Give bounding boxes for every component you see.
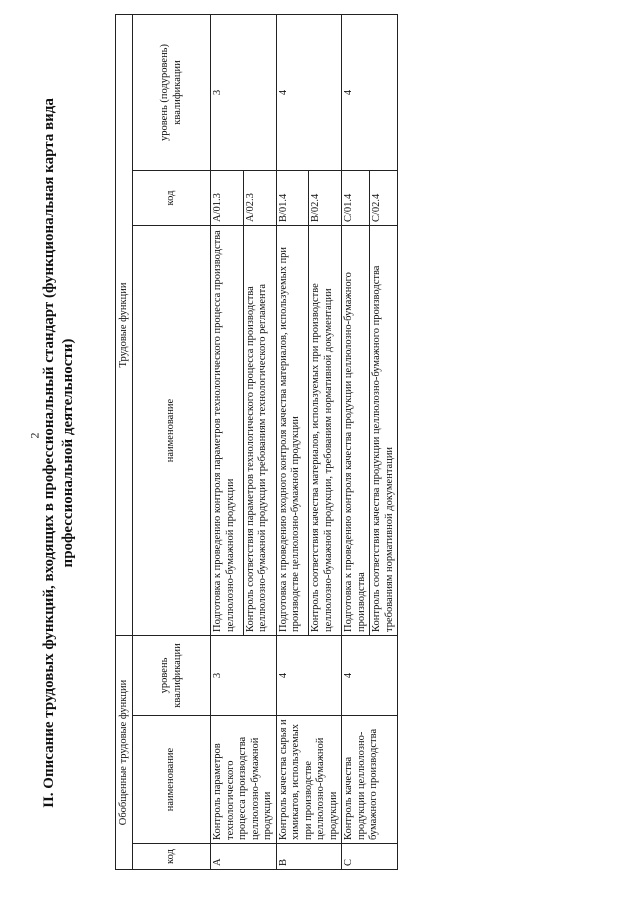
function-name: Подготовка к проведению контроля параметров технологического процесса производства целлюлозно-бумажной продукции	[211, 226, 244, 636]
header-generalized-functions: Обобщенные трудовые функции	[116, 636, 133, 870]
group-level: 4	[342, 636, 398, 716]
rotated-table-wrapper	[115, 15, 635, 870]
function-code: A/02.3	[243, 171, 276, 226]
header-gen-code: код	[133, 844, 211, 870]
function-code: B/01.4	[276, 171, 309, 226]
group-level: 4	[276, 636, 342, 716]
function-name: Подготовка к проведению контроля качества продукции целлюлозно-бумажного производства	[342, 226, 370, 636]
function-name: Контроль соответствия параметров технологического процесса производства целлюлозно-бумажной продукции требованиям технологического регламента	[243, 226, 276, 636]
group-name: Контроль качества продукции целлюлозно-бумажного производства	[342, 716, 398, 844]
group-code: C	[342, 844, 398, 870]
section-heading: II. Описание трудовых функций, входящих в профессиональный стандарт (функциональная карта вида профессиональной деятельности)	[41, 98, 76, 808]
header-gen-name: наименование	[133, 716, 211, 844]
header-labor-functions: Трудовые функции	[116, 14, 133, 635]
group-name: Контроль качества сырья и химикатов, используемых при производстве целлюлозно-бумажной продукции	[276, 716, 342, 844]
header-lab-name: наименование	[133, 226, 211, 636]
functional-map-table	[115, 14, 398, 870]
function-name: Подготовка к проведению входного контроля качества материалов, используемых при производстве целлюлозно-бумажной продукции	[276, 226, 309, 636]
group-name: Контроль параметров технологического процесса производства целлюлозно-бумажной продукции	[211, 716, 277, 844]
function-code: A/01.3	[211, 171, 244, 226]
function-level: 4	[276, 14, 342, 170]
table-row	[276, 14, 309, 869]
function-code: B/02.4	[309, 171, 342, 226]
function-code: C/01.4	[342, 171, 370, 226]
table-row	[211, 14, 244, 869]
function-level: 4	[342, 14, 398, 170]
function-name: Контроль соответствия качества продукции целлюлозно-бумажного производства требованиям нормативной документации	[370, 226, 398, 636]
header-lab-level: уровень (подуровень) квалификации	[133, 14, 211, 170]
header-lab-code: код	[133, 171, 211, 226]
function-level: 3	[211, 14, 277, 170]
group-code: A	[211, 844, 277, 870]
group-level: 3	[211, 636, 277, 716]
function-code: C/02.4	[370, 171, 398, 226]
table-row	[342, 14, 370, 869]
page-number: 2	[27, 432, 42, 439]
header-gen-level: уровень квалификации	[133, 636, 211, 716]
function-name: Контроль соответствия качества материалов, используемых при производстве целлюлозно-бумажной продукции, требованиям нормативной документации	[309, 226, 342, 636]
group-code: B	[276, 844, 342, 870]
